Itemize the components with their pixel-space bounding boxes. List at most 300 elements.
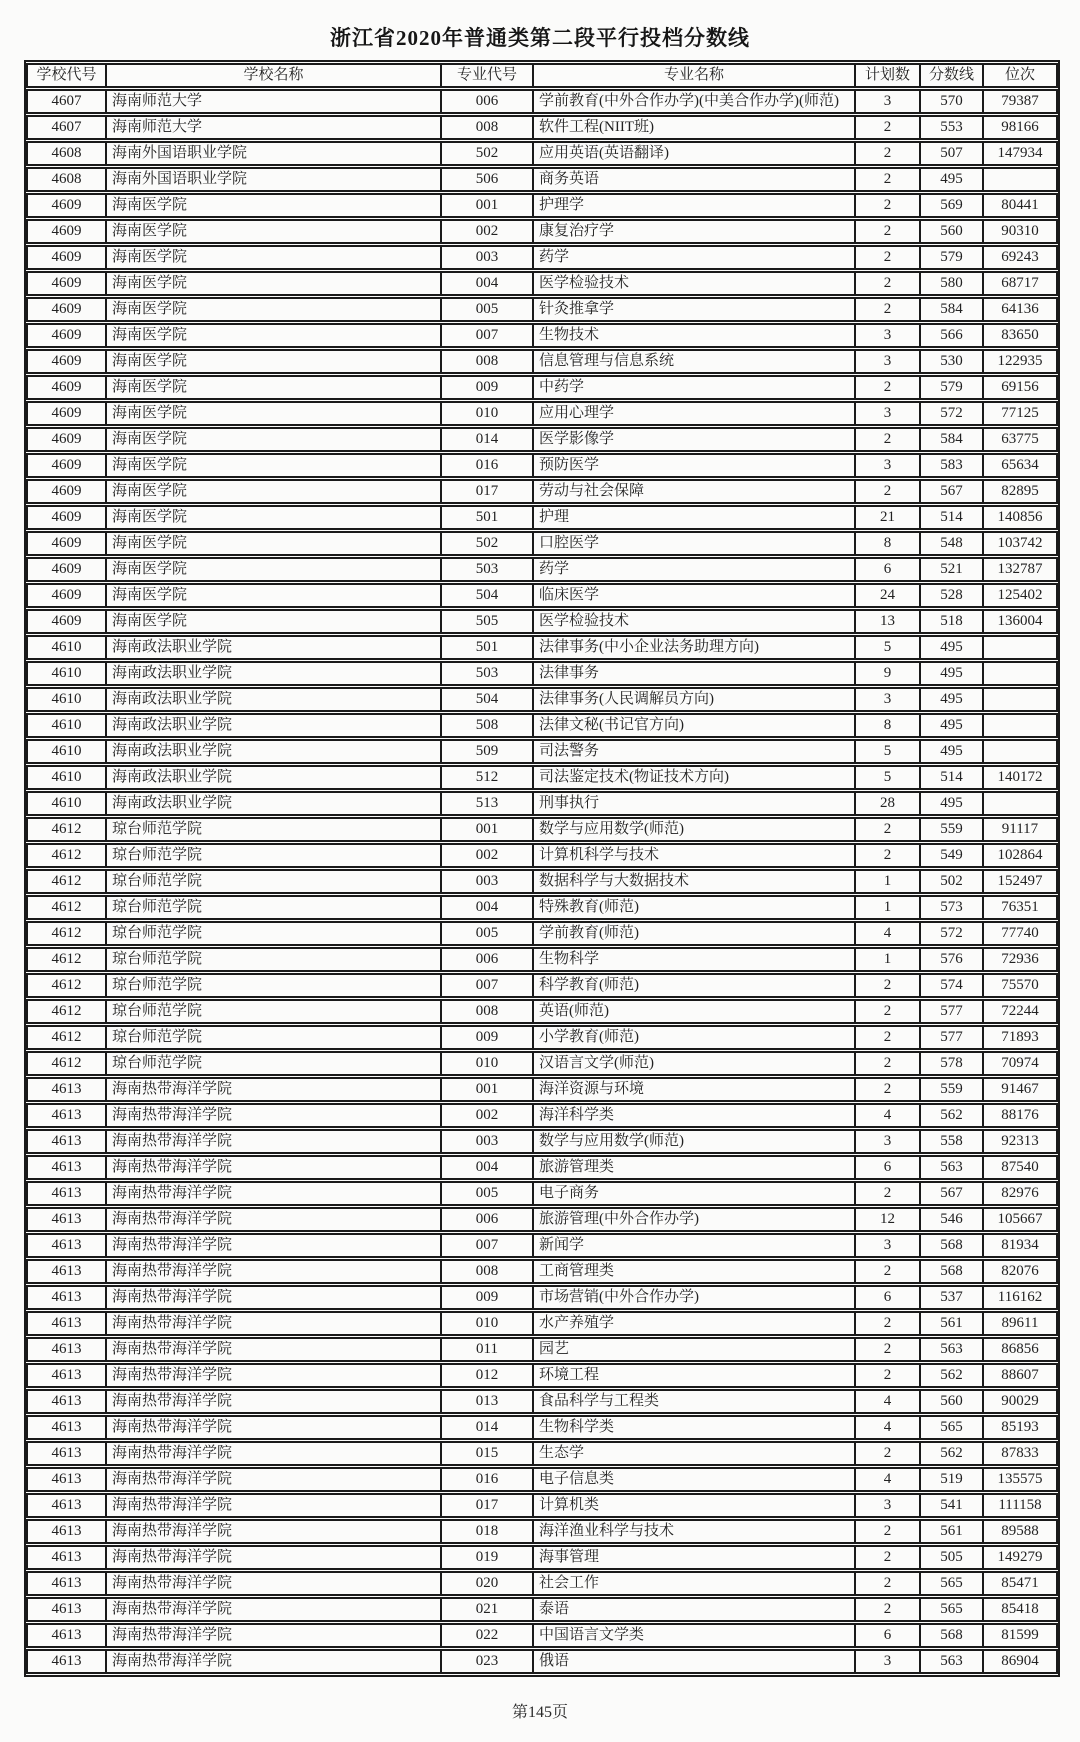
cell-major-name: 法律文秘(书记官方向): [532, 713, 854, 738]
cell-school-code: 4612: [26, 973, 105, 998]
cell-major-name: 医学检验技术: [532, 609, 854, 634]
cell-rank: 135575: [982, 1467, 1058, 1492]
cell-school-code: 4613: [26, 1155, 105, 1180]
cell-plan-count: 1: [854, 869, 919, 894]
cell-rank: [982, 739, 1058, 764]
cell-score-line: 574: [919, 973, 982, 998]
cell-score-line: 495: [919, 739, 982, 764]
cell-major-name: 园艺: [532, 1337, 854, 1362]
cell-score-line: 518: [919, 609, 982, 634]
cell-major-code: 509: [440, 739, 532, 764]
cell-rank: 69243: [982, 245, 1058, 270]
cell-score-line: 553: [919, 115, 982, 140]
cell-plan-count: 2: [854, 1519, 919, 1544]
cell-score-line: 561: [919, 1311, 982, 1336]
cell-major-name: 电子信息类: [532, 1467, 854, 1492]
cell-score-line: 573: [919, 895, 982, 920]
cell-score-line: 519: [919, 1467, 982, 1492]
cell-major-code: 003: [440, 245, 532, 270]
cell-major-code: 014: [440, 1415, 532, 1440]
cell-score-line: 568: [919, 1233, 982, 1258]
score-table: [24, 60, 1060, 1677]
cell-plan-count: 3: [854, 1493, 919, 1518]
cell-rank: 63775: [982, 427, 1058, 452]
cell-rank: 89588: [982, 1519, 1058, 1544]
cell-rank: 89611: [982, 1311, 1058, 1336]
column-header-major-name: 专业名称: [532, 63, 854, 88]
table-row: [26, 297, 1058, 322]
cell-plan-count: 2: [854, 1597, 919, 1622]
cell-major-name: 电子商务: [532, 1181, 854, 1206]
cell-rank: 75570: [982, 973, 1058, 998]
cell-score-line: 565: [919, 1571, 982, 1596]
cell-school-code: 4613: [26, 1389, 105, 1414]
cell-rank: 81934: [982, 1233, 1058, 1258]
cell-plan-count: 2: [854, 1441, 919, 1466]
cell-rank: 132787: [982, 557, 1058, 582]
cell-plan-count: 3: [854, 401, 919, 426]
cell-major-code: 007: [440, 1233, 532, 1258]
cell-plan-count: 2: [854, 271, 919, 296]
table-row: [26, 401, 1058, 426]
cell-school-name: 海南热带海洋学院: [105, 1285, 440, 1310]
table-row: [26, 947, 1058, 972]
cell-school-name: 海南医学院: [105, 479, 440, 504]
cell-major-name: 法律事务: [532, 661, 854, 686]
cell-score-line: 562: [919, 1363, 982, 1388]
cell-school-code: 4608: [26, 167, 105, 192]
cell-plan-count: 3: [854, 687, 919, 712]
cell-school-code: 4612: [26, 999, 105, 1024]
cell-school-name: 海南医学院: [105, 453, 440, 478]
table-row: [26, 531, 1058, 556]
cell-score-line: 548: [919, 531, 982, 556]
cell-rank: 86856: [982, 1337, 1058, 1362]
table-row: [26, 219, 1058, 244]
cell-plan-count: 6: [854, 557, 919, 582]
cell-score-line: 567: [919, 1181, 982, 1206]
cell-school-name: 海南医学院: [105, 271, 440, 296]
cell-major-name: 生物科学: [532, 947, 854, 972]
cell-major-code: 005: [440, 297, 532, 322]
cell-plan-count: 13: [854, 609, 919, 634]
cell-plan-count: 6: [854, 1623, 919, 1648]
cell-school-name: 海南政法职业学院: [105, 635, 440, 660]
cell-major-code: 001: [440, 817, 532, 842]
cell-school-name: 海南热带海洋学院: [105, 1129, 440, 1154]
cell-score-line: 583: [919, 453, 982, 478]
cell-score-line: 565: [919, 1415, 982, 1440]
cell-score-line: 507: [919, 141, 982, 166]
cell-major-code: 022: [440, 1623, 532, 1648]
cell-major-name: 针灸推拿学: [532, 297, 854, 322]
cell-major-code: 009: [440, 1285, 532, 1310]
table-row: [26, 1441, 1058, 1466]
cell-major-name: 劳动与社会保障: [532, 479, 854, 504]
cell-rank: 76351: [982, 895, 1058, 920]
cell-score-line: 541: [919, 1493, 982, 1518]
cell-school-name: 海南热带海洋学院: [105, 1103, 440, 1128]
cell-major-name: 医学检验技术: [532, 271, 854, 296]
cell-school-code: 4612: [26, 1025, 105, 1050]
cell-plan-count: 4: [854, 1467, 919, 1492]
cell-rank: [982, 713, 1058, 738]
cell-school-code: 4609: [26, 245, 105, 270]
column-header-school-name: 学校名称: [105, 63, 440, 88]
cell-major-code: 506: [440, 167, 532, 192]
cell-rank: 79387: [982, 89, 1058, 114]
cell-major-name: 刑事执行: [532, 791, 854, 816]
cell-school-name: 琼台师范学院: [105, 1051, 440, 1076]
cell-rank: 77740: [982, 921, 1058, 946]
cell-school-name: 琼台师范学院: [105, 973, 440, 998]
cell-major-name: 康复治疗学: [532, 219, 854, 244]
cell-major-code: 005: [440, 921, 532, 946]
cell-major-code: 021: [440, 1597, 532, 1622]
cell-score-line: 561: [919, 1519, 982, 1544]
cell-school-name: 琼台师范学院: [105, 947, 440, 972]
cell-score-line: 560: [919, 219, 982, 244]
table-row: [26, 895, 1058, 920]
cell-major-name: 英语(师范): [532, 999, 854, 1024]
table-row: [26, 1467, 1058, 1492]
cell-score-line: 577: [919, 1025, 982, 1050]
cell-school-name: 海南医学院: [105, 583, 440, 608]
cell-school-name: 海南医学院: [105, 427, 440, 452]
cell-school-code: 4609: [26, 505, 105, 530]
cell-school-name: 琼台师范学院: [105, 843, 440, 868]
table-row: [26, 1649, 1058, 1674]
table-row: [26, 609, 1058, 634]
cell-school-code: 4613: [26, 1259, 105, 1284]
cell-rank: 90310: [982, 219, 1058, 244]
cell-major-name: 泰语: [532, 1597, 854, 1622]
cell-school-code: 4613: [26, 1103, 105, 1128]
cell-plan-count: 2: [854, 141, 919, 166]
cell-major-code: 019: [440, 1545, 532, 1570]
cell-major-code: 009: [440, 375, 532, 400]
table-row: [26, 1597, 1058, 1622]
cell-major-code: 006: [440, 89, 532, 114]
cell-school-code: 4609: [26, 271, 105, 296]
cell-major-code: 011: [440, 1337, 532, 1362]
cell-major-code: 012: [440, 1363, 532, 1388]
cell-school-code: 4609: [26, 427, 105, 452]
column-header-plan-count: 计划数: [854, 63, 919, 88]
table-row: [26, 869, 1058, 894]
cell-school-name: 海南医学院: [105, 557, 440, 582]
cell-school-name: 海南热带海洋学院: [105, 1363, 440, 1388]
table-row: [26, 635, 1058, 660]
cell-score-line: 566: [919, 323, 982, 348]
table-row: [26, 323, 1058, 348]
cell-major-name: 软件工程(NIIT班): [532, 115, 854, 140]
cell-plan-count: 2: [854, 1363, 919, 1388]
cell-rank: 82976: [982, 1181, 1058, 1206]
cell-major-name: 海洋科学类: [532, 1103, 854, 1128]
cell-plan-count: 2: [854, 1051, 919, 1076]
cell-score-line: 528: [919, 583, 982, 608]
cell-major-name: 俄语: [532, 1649, 854, 1674]
cell-school-code: 4613: [26, 1571, 105, 1596]
table-row: [26, 973, 1058, 998]
cell-rank: 88607: [982, 1363, 1058, 1388]
cell-school-code: 4613: [26, 1233, 105, 1258]
cell-major-name: 学前教育(中外合作办学)(中美合作办学)(师范): [532, 89, 854, 114]
cell-school-name: 海南医学院: [105, 297, 440, 322]
cell-school-code: 4613: [26, 1285, 105, 1310]
cell-rank: [982, 791, 1058, 816]
cell-school-name: 海南医学院: [105, 531, 440, 556]
cell-major-code: 015: [440, 1441, 532, 1466]
cell-rank: 69156: [982, 375, 1058, 400]
page-title: 浙江省2020年普通类第二段平行投档分数线: [330, 26, 750, 50]
cell-school-code: 4613: [26, 1415, 105, 1440]
table-row: [26, 583, 1058, 608]
cell-rank: 91467: [982, 1077, 1058, 1102]
cell-school-code: 4612: [26, 947, 105, 972]
cell-major-name: 学前教育(师范): [532, 921, 854, 946]
cell-plan-count: 2: [854, 973, 919, 998]
cell-plan-count: 6: [854, 1155, 919, 1180]
cell-school-name: 琼台师范学院: [105, 999, 440, 1024]
cell-major-name: 药学: [532, 245, 854, 270]
cell-school-name: 海南热带海洋学院: [105, 1155, 440, 1180]
cell-score-line: 495: [919, 713, 982, 738]
table-row: [26, 739, 1058, 764]
cell-school-name: 海南热带海洋学院: [105, 1389, 440, 1414]
cell-plan-count: 2: [854, 1571, 919, 1596]
cell-rank: 83650: [982, 323, 1058, 348]
table-row: [26, 817, 1058, 842]
cell-major-code: 008: [440, 115, 532, 140]
cell-score-line: 559: [919, 1077, 982, 1102]
cell-rank: [982, 635, 1058, 660]
cell-school-name: 海南热带海洋学院: [105, 1493, 440, 1518]
cell-rank: 70974: [982, 1051, 1058, 1076]
cell-score-line: 495: [919, 635, 982, 660]
table-row: [26, 479, 1058, 504]
cell-major-code: 017: [440, 479, 532, 504]
cell-school-name: 海南热带海洋学院: [105, 1207, 440, 1232]
cell-score-line: 565: [919, 1597, 982, 1622]
cell-major-code: 001: [440, 193, 532, 218]
table-row: [26, 1623, 1058, 1648]
cell-major-code: 007: [440, 973, 532, 998]
table-row: [26, 1519, 1058, 1544]
cell-school-code: 4613: [26, 1441, 105, 1466]
table-row: [26, 1181, 1058, 1206]
cell-school-code: 4612: [26, 921, 105, 946]
cell-plan-count: 6: [854, 1285, 919, 1310]
cell-school-code: 4613: [26, 1311, 105, 1336]
cell-rank: 88176: [982, 1103, 1058, 1128]
column-header-rank: 位次: [982, 63, 1058, 88]
cell-school-name: 海南医学院: [105, 375, 440, 400]
cell-rank: 125402: [982, 583, 1058, 608]
cell-major-name: 商务英语: [532, 167, 854, 192]
cell-score-line: 562: [919, 1103, 982, 1128]
cell-major-code: 508: [440, 713, 532, 738]
cell-school-name: 海南政法职业学院: [105, 765, 440, 790]
cell-school-name: 海南热带海洋学院: [105, 1259, 440, 1284]
cell-school-code: 4607: [26, 115, 105, 140]
cell-score-line: 495: [919, 687, 982, 712]
column-header-score-line: 分数线: [919, 63, 982, 88]
cell-major-code: 501: [440, 505, 532, 530]
cell-score-line: 579: [919, 245, 982, 270]
cell-major-name: 应用英语(英语翻译): [532, 141, 854, 166]
cell-school-name: 海南政法职业学院: [105, 791, 440, 816]
cell-school-code: 4610: [26, 765, 105, 790]
cell-plan-count: 5: [854, 739, 919, 764]
cell-plan-count: 4: [854, 921, 919, 946]
table-row: [26, 791, 1058, 816]
cell-school-code: 4613: [26, 1363, 105, 1388]
cell-school-code: 4610: [26, 635, 105, 660]
cell-rank: 77125: [982, 401, 1058, 426]
cell-school-name: 琼台师范学院: [105, 895, 440, 920]
cell-major-code: 513: [440, 791, 532, 816]
cell-school-name: 海南师范大学: [105, 89, 440, 114]
cell-plan-count: 3: [854, 89, 919, 114]
cell-major-code: 002: [440, 843, 532, 868]
cell-plan-count: 3: [854, 1233, 919, 1258]
cell-rank: 103742: [982, 531, 1058, 556]
table-row: [26, 661, 1058, 686]
cell-rank: 85471: [982, 1571, 1058, 1596]
table-row: [26, 505, 1058, 530]
cell-school-name: 海南师范大学: [105, 115, 440, 140]
cell-rank: 64136: [982, 297, 1058, 322]
table-row: [26, 687, 1058, 712]
cell-plan-count: 2: [854, 427, 919, 452]
table-body: [26, 89, 1058, 1674]
cell-school-name: 海南热带海洋学院: [105, 1181, 440, 1206]
cell-rank: 140856: [982, 505, 1058, 530]
cell-school-code: 4613: [26, 1545, 105, 1570]
cell-score-line: 559: [919, 817, 982, 842]
cell-plan-count: 3: [854, 1129, 919, 1154]
cell-score-line: 530: [919, 349, 982, 374]
cell-major-code: 003: [440, 869, 532, 894]
table-row: [26, 453, 1058, 478]
cell-school-code: 4613: [26, 1467, 105, 1492]
cell-major-name: 海洋渔业科学与技术: [532, 1519, 854, 1544]
table-row: [26, 1311, 1058, 1336]
cell-plan-count: 2: [854, 219, 919, 244]
cell-school-code: 4609: [26, 609, 105, 634]
column-header-major-code: 专业代号: [440, 63, 532, 88]
cell-major-name: 法律事务(人民调解员方向): [532, 687, 854, 712]
table-row: [26, 1129, 1058, 1154]
cell-major-name: 司法警务: [532, 739, 854, 764]
table-header-row: [26, 63, 1058, 88]
cell-major-name: 小学教育(师范): [532, 1025, 854, 1050]
cell-score-line: 580: [919, 271, 982, 296]
cell-score-line: 502: [919, 869, 982, 894]
cell-major-code: 006: [440, 1207, 532, 1232]
cell-rank: 85418: [982, 1597, 1058, 1622]
cell-major-code: 503: [440, 557, 532, 582]
cell-score-line: 514: [919, 505, 982, 530]
cell-school-code: 4613: [26, 1129, 105, 1154]
cell-school-name: 海南热带海洋学院: [105, 1519, 440, 1544]
cell-school-code: 4613: [26, 1597, 105, 1622]
cell-rank: 105667: [982, 1207, 1058, 1232]
cell-school-name: 海南热带海洋学院: [105, 1441, 440, 1466]
cell-rank: 90029: [982, 1389, 1058, 1414]
cell-rank: 87833: [982, 1441, 1058, 1466]
cell-score-line: 567: [919, 479, 982, 504]
cell-plan-count: 12: [854, 1207, 919, 1232]
table-row: [26, 1571, 1058, 1596]
cell-plan-count: 2: [854, 375, 919, 400]
cell-score-line: 563: [919, 1155, 982, 1180]
cell-rank: 68717: [982, 271, 1058, 296]
cell-plan-count: 4: [854, 1103, 919, 1128]
cell-school-name: 琼台师范学院: [105, 1025, 440, 1050]
column-header-school-code: 学校代号: [26, 63, 105, 88]
cell-score-line: 514: [919, 765, 982, 790]
cell-major-name: 新闻学: [532, 1233, 854, 1258]
cell-rank: 72936: [982, 947, 1058, 972]
cell-score-line: 549: [919, 843, 982, 868]
cell-score-line: 562: [919, 1441, 982, 1466]
cell-school-code: 4609: [26, 219, 105, 244]
cell-rank: 98166: [982, 115, 1058, 140]
cell-major-name: 特殊教育(师范): [532, 895, 854, 920]
cell-rank: 71893: [982, 1025, 1058, 1050]
table-row: [26, 1415, 1058, 1440]
table-row: [26, 1025, 1058, 1050]
cell-plan-count: 2: [854, 479, 919, 504]
cell-school-code: 4609: [26, 557, 105, 582]
cell-rank: [982, 167, 1058, 192]
cell-score-line: 568: [919, 1623, 982, 1648]
cell-major-code: 020: [440, 1571, 532, 1596]
cell-major-code: 504: [440, 687, 532, 712]
cell-school-code: 4609: [26, 349, 105, 374]
table-row: [26, 1155, 1058, 1180]
table-row: [26, 141, 1058, 166]
cell-school-code: 4613: [26, 1493, 105, 1518]
cell-plan-count: 3: [854, 1649, 919, 1674]
cell-plan-count: 3: [854, 323, 919, 348]
cell-major-name: 社会工作: [532, 1571, 854, 1596]
table-row: [26, 1363, 1058, 1388]
cell-plan-count: 2: [854, 1025, 919, 1050]
cell-major-code: 008: [440, 999, 532, 1024]
cell-plan-count: 28: [854, 791, 919, 816]
cell-school-name: 琼台师范学院: [105, 817, 440, 842]
cell-rank: 87540: [982, 1155, 1058, 1180]
cell-rank: 82895: [982, 479, 1058, 504]
cell-score-line: 568: [919, 1259, 982, 1284]
cell-plan-count: 3: [854, 453, 919, 478]
cell-school-name: 海南热带海洋学院: [105, 1545, 440, 1570]
cell-major-code: 004: [440, 1155, 532, 1180]
table-row: [26, 713, 1058, 738]
cell-school-code: 4612: [26, 869, 105, 894]
cell-major-code: 016: [440, 1467, 532, 1492]
cell-major-name: 计算机类: [532, 1493, 854, 1518]
cell-school-code: 4610: [26, 687, 105, 712]
cell-plan-count: 2: [854, 1077, 919, 1102]
cell-school-code: 4610: [26, 713, 105, 738]
cell-major-code: 014: [440, 427, 532, 452]
cell-major-name: 旅游管理(中外合作办学): [532, 1207, 854, 1232]
